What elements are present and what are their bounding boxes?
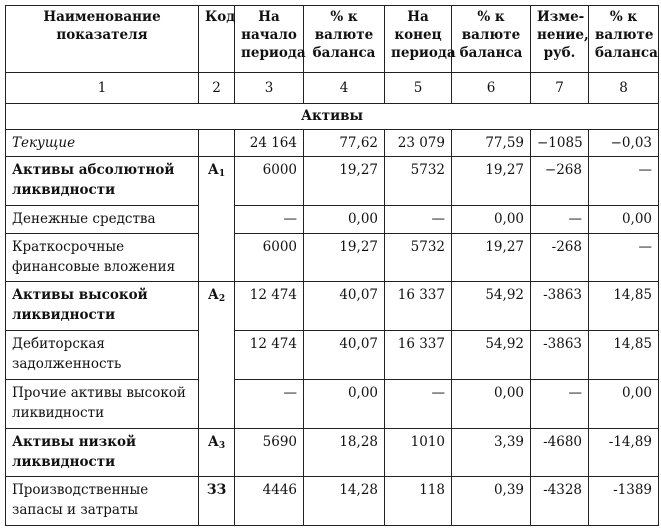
- row-name: Производственные запасы и затраты: [6, 477, 199, 526]
- row-begin: 6000: [235, 157, 304, 206]
- column-number: 6: [452, 73, 531, 103]
- column-number-row: [6, 73, 659, 103]
- row-code: [199, 282, 235, 331]
- table-row: [6, 129, 659, 156]
- row-end: 5732: [385, 233, 452, 282]
- header-row: [6, 6, 659, 73]
- code-letter: А: [207, 162, 219, 179]
- row-end-pct: 77,59: [452, 129, 531, 156]
- row-change-pct: −0,03: [589, 129, 659, 156]
- row-begin: —: [235, 206, 304, 233]
- column-number: 5: [385, 73, 452, 103]
- row-end-pct: 54,92: [452, 282, 531, 331]
- row-end: —: [385, 206, 452, 233]
- row-name: Дебиторская задолженность: [6, 331, 199, 380]
- row-change: -4680: [531, 428, 589, 477]
- row-code: [199, 157, 235, 206]
- row-end: 16 337: [385, 331, 452, 380]
- row-change-pct: —: [589, 157, 659, 206]
- header-change: Изме-нение, руб.: [531, 6, 589, 73]
- table-row: [6, 233, 659, 282]
- header-begin-pct: % к валюте баланса: [304, 6, 385, 73]
- row-code: [199, 129, 235, 156]
- row-end: 5732: [385, 157, 452, 206]
- row-change: -4328: [531, 477, 589, 526]
- row-change: −1085: [531, 129, 589, 156]
- row-name: Текущие: [6, 129, 199, 156]
- row-begin-pct: 0,00: [304, 379, 385, 428]
- row-begin-pct: 77,62: [304, 129, 385, 156]
- code-subscript: 2: [218, 294, 226, 305]
- row-code: [199, 206, 235, 233]
- header-begin: На начало периода: [235, 6, 304, 73]
- row-end: 1010: [385, 428, 452, 477]
- table-row: [6, 379, 659, 428]
- header-end: На конец периода: [385, 6, 452, 73]
- column-number: 8: [589, 73, 659, 103]
- table-row: [6, 477, 659, 526]
- row-begin: 5690: [235, 428, 304, 477]
- row-change: -268: [531, 233, 589, 282]
- row-end: 16 337: [385, 282, 452, 331]
- row-end-pct: 0,39: [452, 477, 531, 526]
- header-code: Код: [199, 6, 235, 73]
- section-row: [6, 103, 659, 129]
- code-letter: А: [207, 433, 219, 450]
- table-row: [6, 157, 659, 206]
- row-code: [199, 233, 235, 282]
- row-end: —: [385, 379, 452, 428]
- row-end-pct: 0,00: [452, 206, 531, 233]
- row-code: ЗЗ: [199, 477, 235, 526]
- row-begin-pct: 19,27: [304, 233, 385, 282]
- table-row: [6, 206, 659, 233]
- column-number: 4: [304, 73, 385, 103]
- header-name: Наименование показателя: [6, 6, 199, 73]
- row-begin-pct: 18,28: [304, 428, 385, 477]
- row-change: -3863: [531, 282, 589, 331]
- column-number: 1: [6, 73, 199, 103]
- header-end-pct: % к валюте баланса: [452, 6, 531, 73]
- row-change-pct: -1389: [589, 477, 659, 526]
- column-number: 3: [235, 73, 304, 103]
- column-number: 7: [531, 73, 589, 103]
- row-change: —: [531, 206, 589, 233]
- row-code: [199, 331, 235, 380]
- header-change-pct: % к валюте баланса: [589, 6, 659, 73]
- row-change-pct: 0,00: [589, 206, 659, 233]
- row-end-pct: 54,92: [452, 331, 531, 380]
- row-begin: 4446: [235, 477, 304, 526]
- row-begin: 12 474: [235, 282, 304, 331]
- row-begin: 12 474: [235, 331, 304, 380]
- row-change: −268: [531, 157, 589, 206]
- table-row: [6, 331, 659, 380]
- row-begin-pct: 14,28: [304, 477, 385, 526]
- row-begin-pct: 0,00: [304, 206, 385, 233]
- row-name: Прочие активы высокой ликвидности: [6, 379, 199, 428]
- row-change-pct: 14,85: [589, 282, 659, 331]
- row-name: Краткосрочные финансовые вложения: [6, 233, 199, 282]
- code-subscript: 3: [218, 440, 226, 451]
- row-begin: 24 164: [235, 129, 304, 156]
- row-end: 118: [385, 477, 452, 526]
- row-begin: —: [235, 379, 304, 428]
- row-change-pct: -14,89: [589, 428, 659, 477]
- row-name: Активы абсолютной ликвидности: [6, 157, 199, 206]
- row-begin: 6000: [235, 233, 304, 282]
- row-name: Денежные средства: [6, 206, 199, 233]
- row-name: Активы высокой ликвидности: [6, 282, 199, 331]
- table-row: [6, 282, 659, 331]
- row-change-pct: —: [589, 233, 659, 282]
- row-name: Активы низкой ликвидности: [6, 428, 199, 477]
- row-change-pct: 0,00: [589, 379, 659, 428]
- row-end-pct: 19,27: [452, 233, 531, 282]
- code-subscript: 1: [218, 169, 226, 180]
- code-letter: А: [207, 287, 219, 304]
- section-title: Активы: [6, 103, 659, 129]
- row-begin-pct: 40,07: [304, 331, 385, 380]
- row-end-pct: 0,00: [452, 379, 531, 428]
- row-change-pct: 14,85: [589, 331, 659, 380]
- row-end-pct: 3,39: [452, 428, 531, 477]
- row-change: —: [531, 379, 589, 428]
- column-number: 2: [199, 73, 235, 103]
- row-end: 23 079: [385, 129, 452, 156]
- row-code: [199, 379, 235, 428]
- row-change: -3863: [531, 331, 589, 380]
- row-end-pct: 19,27: [452, 157, 531, 206]
- balance-assets-table: [5, 5, 659, 526]
- row-begin-pct: 19,27: [304, 157, 385, 206]
- row-begin-pct: 40,07: [304, 282, 385, 331]
- row-code: [199, 428, 235, 477]
- table-row: [6, 428, 659, 477]
